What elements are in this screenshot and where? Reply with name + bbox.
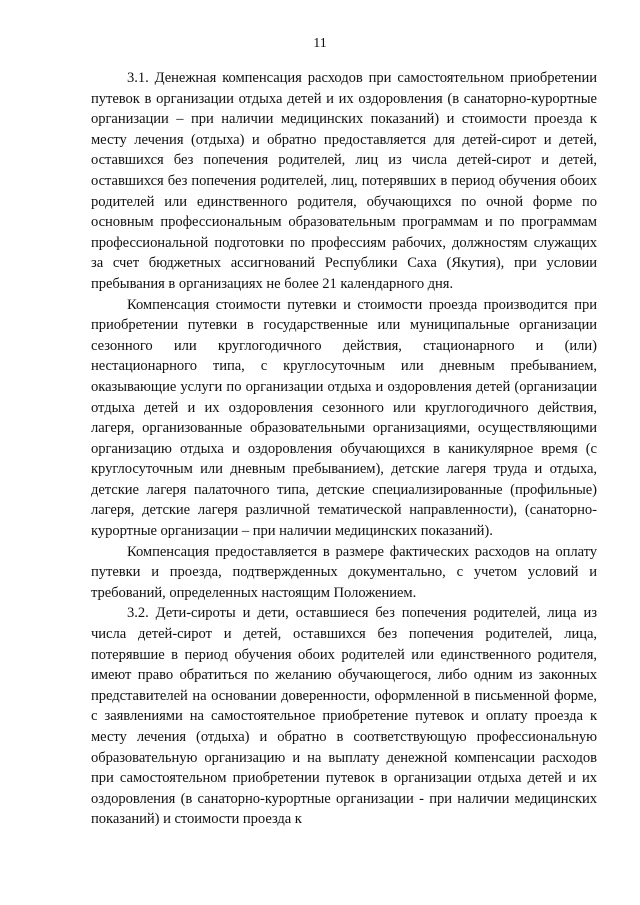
paragraph-compensation-conditions: Компенсация стоимости путевки и стоимости проезда производится при приобретении путевки в государственные или муниципальные организации сезонного или круглогодичного действия, стационарного и (или) нестационарного типа, с круглосуточным или дневным пребыванием, оказывающие услуги по организации отдыха и оздоровления детей (организации отдыха детей и их оздоровления сезонного или круглогодичного действия, лагеря, организованные образовательными организациями, осуществляющими организацию отдыха и оздоровления обучающихся в каникулярное время (с круглосуточным или дневным пребыванием), детские лагеря труда и отдыха, детские лагеря палаточного типа, детские специализированные (профильные) лагеря, детские лагеря различной тематической направленности), (санаторно-курортные организации – при наличии медицинских показаний). [91, 296, 597, 540]
document-body [91, 68, 597, 830]
paragraph-3-1: 3.1. Денежная компенсация расходов при самостоятельном приобретении путевок в организации отдыха детей и их оздоровления (в санаторно-курортные организации – при наличии медицинских показаний) и стоимости проезда к месту лечения (отдыха) и обратно предоставляется для детей-сирот и детей, оставшихся без попечения родителей, лиц из числа детей-сирот и детей, оставшихся без попечения родителей, лиц, потерявших в период обучения обоих родителей или единственного родителя, обучающихся по очной форме по основным профессиональным образовательным программам и по программам профессиональной подготовки по профессиям рабочих, должностям служащих за счет бюджетных ассигнований Республики Саха (Якутия), при условии пребывания в организациях не более 21 календарного дня. [91, 70, 597, 292]
paragraph-3-2: 3.2. Дети-сироты и дети, оставшиеся без попечения родителей, лица из числа детей-сирот и детей, оставшихся без попечения родителей, лица, потерявшие в период обучения обоих родителей или единственного родителя, имеют право обратиться по желанию обучающегося, либо одним из законных представителей на основании доверенности, оформленной в письменной форме, с заявлениями на самостоятельное приобретение путевок и оплату проезда к месту лечения (отдыха) и обратно в соответствующую профессиональную образовательную организацию и на выплату денежной компенсации расходов при самостоятельном приобретении путевок в организации отдыха детей и их оздоровления (в санаторно-курортные организации - при наличии медицинских показаний) и стоимости проезда к [91, 605, 597, 828]
page-number: 11 [313, 36, 327, 51]
paragraph-compensation-amount: Компенсация предоставляется в размере фактических расходов на оплату путевки и проезда, подтвержденных документально, с учетом условий и требований, определенных настоящим Положением. [91, 543, 597, 601]
